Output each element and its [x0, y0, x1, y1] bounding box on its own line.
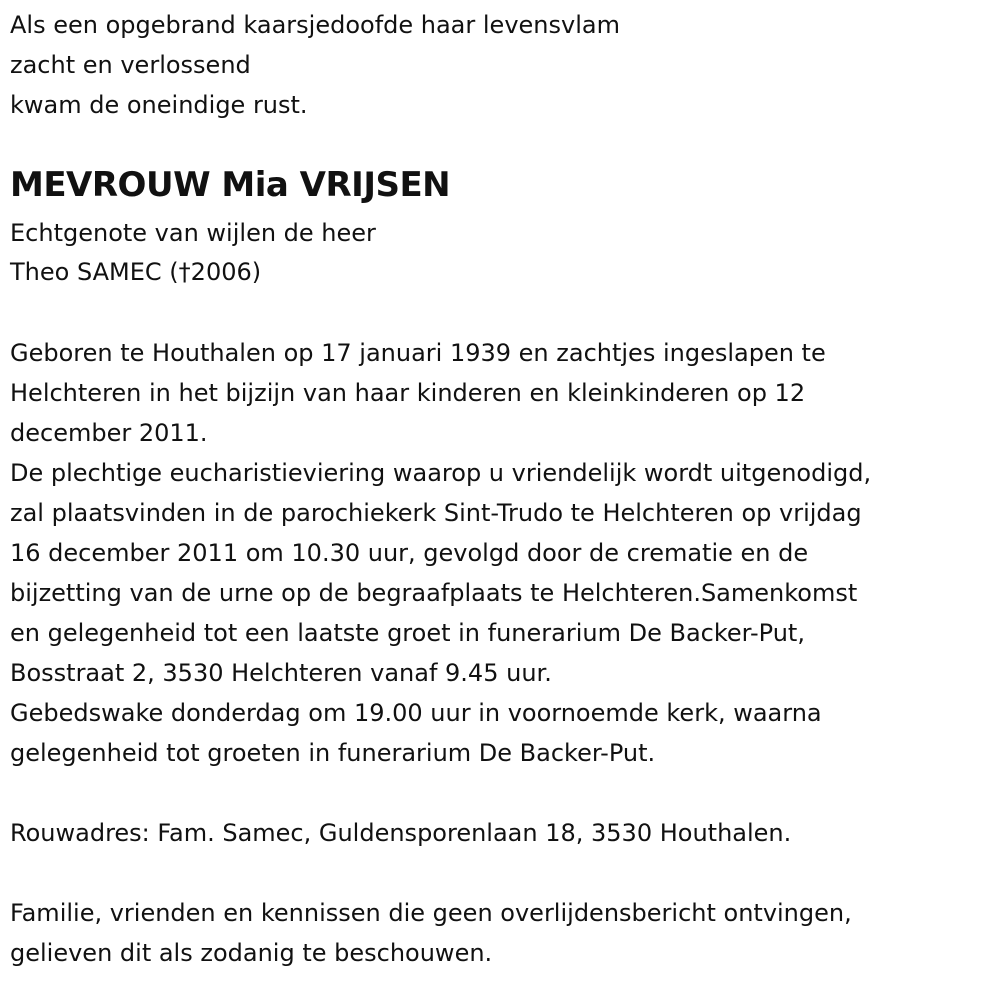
body-line: Helchteren in het bijzijn van haar kinderen en kleinkinderen op 12 — [10, 379, 806, 407]
mourning-address — [10, 813, 791, 853]
deceased-name-heading: MEVROUW Mia VRIJSEN — [10, 165, 451, 205]
poem-line: Als een opgebrand kaarsjedoofde haar levensvlam — [10, 11, 620, 39]
body-line: december 2011. — [10, 419, 208, 447]
body-line: De plechtige eucharistieviering waarop u vriendelijk wordt uitgenodigd, — [10, 459, 872, 487]
closing-line: Familie, vrienden en kennissen die geen overlijdensbericht ontvingen, — [10, 899, 852, 927]
body-line: Gebedswake donderdag om 19.00 uur in voornoemde kerk, waarna — [10, 699, 822, 727]
body-line: Bosstraat 2, 3530 Helchteren vanaf 9.45 uur. — [10, 659, 552, 687]
body-line: gelegenheid tot groeten in funerarium De Backer-Put. — [10, 739, 656, 767]
closing-line: gelieven dit als zodanig te beschouwen. — [10, 939, 493, 967]
spouse-info — [10, 214, 376, 292]
closing-note — [10, 893, 852, 973]
deceased-name — [10, 165, 450, 205]
body-line: en gelegenheid tot een laatste groet in funerarium De Backer-Put, — [10, 619, 805, 647]
body-line: 16 december 2011 om 10.30 uur, gevolgd door de crematie en de — [10, 539, 809, 567]
poem-line: kwam de oneindige rust. — [10, 91, 308, 119]
body-line: zal plaatsvinden in de parochiekerk Sint-Trudo te Helchteren op vrijdag — [10, 499, 862, 527]
poem — [10, 5, 620, 125]
announcement-body — [10, 333, 871, 773]
address-line: Rouwadres: Fam. Samec, Guldensporenlaan 18, 3530 Houthalen. — [10, 819, 792, 847]
spouse-line: Theo SAMEC (†2006) — [10, 258, 262, 286]
body-line: Geboren te Houthalen op 17 januari 1939 en zachtjes ingeslapen te — [10, 339, 826, 367]
poem-line: zacht en verlossend — [10, 51, 251, 79]
body-line: bijzetting van de urne op de begraafplaats te Helchteren.Samenkomst — [10, 579, 858, 607]
spouse-line: Echtgenote van wijlen de heer — [10, 219, 376, 247]
